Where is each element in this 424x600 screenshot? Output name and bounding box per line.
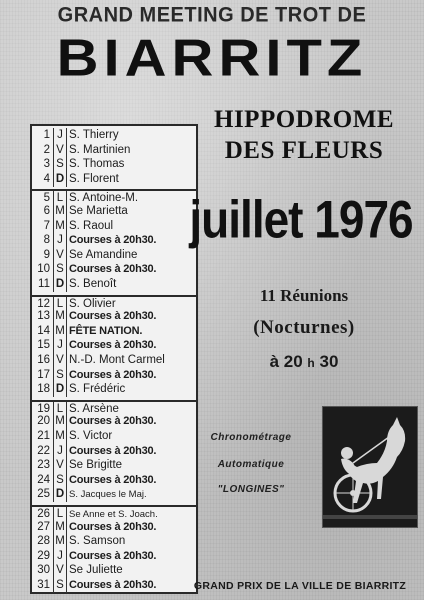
month-label: juillet 1976 — [189, 189, 413, 249]
calendar-entry: FÊTE NATION. — [69, 324, 143, 337]
calendar-weekday: S — [53, 473, 67, 488]
start-time-h: h — [307, 356, 315, 370]
calendar-row — [32, 353, 196, 368]
calendar-weekday: M — [53, 429, 67, 444]
chrono-line-1: Chronométrage — [210, 432, 292, 443]
calendar-entry: Se Marietta — [69, 205, 128, 217]
calendar-entry: S. Florent — [69, 172, 119, 185]
calendar-row — [32, 458, 196, 473]
calendar-row — [32, 414, 196, 429]
calendar-entry: Courses à 20h30. — [69, 339, 157, 352]
calendar-entry: S. Antoine-M. — [69, 192, 139, 205]
calendar-entry: S. Martinien — [69, 143, 131, 156]
calendar-day-number: 15 — [37, 339, 50, 352]
calendar-weekday: S — [53, 157, 67, 172]
calendar-day-number: 29 — [37, 549, 50, 562]
calendar-weekday: M — [53, 520, 67, 535]
start-time-prefix: à 20 — [269, 352, 303, 371]
calendar-day-number: 13 — [37, 310, 50, 323]
calendar-day-number: 24 — [37, 473, 50, 486]
venue-line-1: HIPPODROME — [214, 106, 394, 133]
calendar-entry: S. Thomas — [69, 158, 125, 171]
calendar-row — [32, 368, 196, 383]
calendar-day-number: 20 — [37, 415, 50, 428]
calendar-entry: Courses à 20h30. — [69, 234, 157, 247]
calendar-entry: S. Arsène — [69, 402, 119, 415]
start-time-suffix: 30 — [319, 352, 339, 371]
calendar-weekday: J — [53, 233, 67, 248]
venue-title — [192, 104, 416, 166]
calendar-entry: Courses à 20h30. — [69, 579, 157, 591]
calendar-row — [32, 444, 196, 459]
calendar-weekday: M — [53, 219, 67, 234]
calendar-row — [32, 262, 196, 277]
chrono-line-2: Automatique — [217, 459, 285, 470]
calendar-day-number: 9 — [43, 248, 50, 261]
calendar-row — [32, 382, 196, 397]
calendar-row — [32, 549, 196, 564]
calendar-day-number: 7 — [43, 219, 50, 232]
calendar-entry: S. Frédéric — [69, 383, 126, 396]
calendar-day-number: 21 — [37, 430, 50, 442]
calendar-entry: Courses à 20h30. — [69, 310, 157, 323]
calendar-weekday: V — [53, 458, 67, 473]
calendar-weekday: J — [53, 128, 67, 143]
calendar-entry: Courses à 20h30. — [69, 473, 157, 486]
chrono-line-3: "LONGINES" — [217, 484, 285, 495]
calendar-entry: Courses à 20h30. — [69, 415, 157, 428]
calendar-row — [32, 128, 196, 143]
calendar-day-number: 28 — [37, 535, 50, 548]
calendar-entry: Se Brigitte — [69, 459, 123, 472]
trotter-emblem-icon — [322, 406, 418, 528]
calendar-day-number: 23 — [37, 459, 50, 472]
calendar-weekday: L — [53, 507, 67, 522]
calendar-entry: S. Olivier — [69, 297, 116, 310]
calendar-day-number: 1 — [43, 129, 50, 141]
calendar-day-number: 4 — [43, 172, 50, 185]
calendar-weekday: L — [53, 402, 67, 417]
calendar-weekday: D — [53, 382, 67, 397]
calendar-entry: Se Amandine — [69, 248, 138, 261]
calendar-day-number: 22 — [37, 444, 50, 457]
calendar-weekday: M — [53, 324, 67, 339]
calendar-row — [32, 233, 196, 248]
calendar-day-number: 5 — [43, 192, 50, 205]
reunions-count: 11 Réunions — [259, 286, 349, 305]
calendar-entry: Courses à 20h30. — [69, 520, 157, 533]
calendar-row — [32, 324, 196, 339]
header-line-2: BIARRITZ — [56, 28, 368, 88]
calendar-day-number: 10 — [37, 263, 50, 276]
calendar-day-number: 27 — [37, 520, 50, 533]
calendar-weekday: D — [53, 172, 67, 187]
calendar-day-number: 6 — [43, 205, 50, 217]
calendar-day-number: 18 — [37, 383, 50, 396]
calendar-weekday: V — [53, 248, 67, 263]
venue-line-2: DES FLEURS — [224, 137, 384, 164]
start-time — [206, 352, 402, 372]
calendar-day-number: 2 — [43, 143, 50, 156]
calendar-row — [32, 248, 196, 263]
calendar-weekday: J — [53, 549, 67, 564]
calendar-entry: S. Victor — [69, 430, 113, 442]
calendar-row — [32, 429, 196, 444]
calendar-weekday: M — [53, 534, 67, 549]
calendar-entry: S. Thierry — [69, 129, 119, 141]
calendar-day-number: 3 — [43, 158, 50, 171]
calendar-entry: S. Benoît — [69, 278, 117, 290]
calendar-table — [30, 124, 198, 594]
calendar-entry: S. Raoul — [69, 219, 114, 232]
calendar-row — [32, 563, 196, 578]
footer-grand-prix: GRAND PRIX DE LA VILLE DE BIARRITZ — [193, 580, 407, 592]
calendar-entry: Courses à 20h30. — [69, 263, 157, 276]
calendar-day-number: 19 — [37, 402, 50, 415]
calendar-row — [32, 219, 196, 234]
calendar-row — [32, 172, 196, 187]
calendar-row — [32, 338, 196, 353]
calendar-row — [32, 487, 196, 502]
calendar-weekday: S — [53, 368, 67, 383]
calendar-row — [32, 157, 196, 172]
calendar-entry: S. Jacques le Maj. — [69, 489, 147, 501]
calendar-day-number: 17 — [37, 368, 50, 381]
calendar-day-number: 30 — [37, 564, 50, 577]
calendar-entry: S. Samson — [69, 535, 126, 548]
calendar-entry: Se Anne et S. Joach. — [69, 509, 158, 520]
calendar-row — [32, 534, 196, 549]
calendar-row — [32, 204, 196, 219]
calendar-entry: Se Juliette — [69, 564, 123, 577]
calendar-weekday: M — [53, 414, 67, 429]
calendar-weekday: L — [53, 191, 67, 206]
calendar-weekday: V — [53, 353, 67, 368]
calendar-entry: N.-D. Mont Carmel — [69, 354, 165, 366]
calendar-day-number: 25 — [37, 488, 50, 501]
calendar-weekday: D — [53, 487, 67, 502]
header-line-1: GRAND MEETING DE TROT DE — [57, 3, 367, 27]
calendar-entry: Courses à 20h30. — [69, 444, 157, 457]
calendar-row — [32, 473, 196, 488]
calendar-weekday: D — [53, 277, 67, 292]
calendar-day-number: 8 — [43, 234, 50, 247]
calendar-day-number: 31 — [37, 579, 50, 591]
calendar-weekday: M — [53, 309, 67, 324]
calendar-row — [32, 143, 196, 158]
trotter-emblem-svg — [323, 407, 417, 527]
calendar-weekday: J — [53, 444, 67, 459]
calendar-day-number: 12 — [37, 297, 50, 310]
calendar-entry: Courses à 20h30. — [69, 368, 157, 381]
calendar-weekday: L — [53, 297, 67, 312]
calendar-day-number: 11 — [38, 278, 50, 290]
calendar-row — [32, 309, 196, 324]
calendar-weekday: M — [53, 204, 67, 219]
calendar-row — [32, 277, 196, 292]
calendar-weekday: S — [53, 262, 67, 277]
calendar-day-number: 16 — [37, 354, 50, 366]
nocturnes-label: (Nocturnes) — [253, 317, 355, 338]
calendar-day-number: 14 — [37, 324, 50, 337]
calendar-weekday: V — [53, 563, 67, 578]
calendar-row — [32, 578, 196, 593]
calendar-row — [32, 520, 196, 535]
calendar-day-number: 26 — [37, 508, 50, 520]
calendar-weekday: V — [53, 143, 67, 158]
calendar-weekday: J — [53, 338, 67, 353]
calendar-entry: Courses à 20h30. — [69, 549, 157, 562]
calendar-weekday: S — [53, 578, 67, 593]
